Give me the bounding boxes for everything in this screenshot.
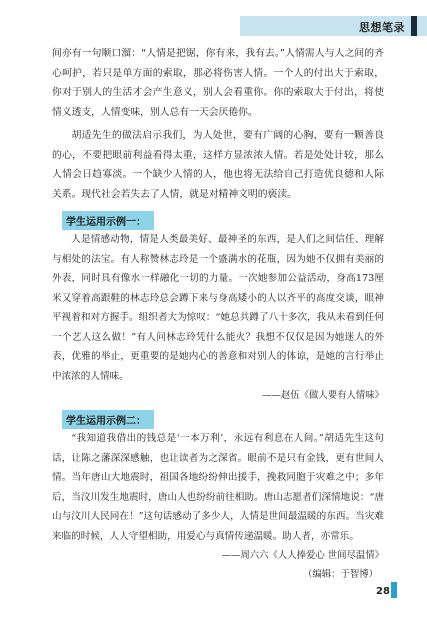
example-1-source: ——赵伍《做人要有人情味》 xyxy=(262,390,384,401)
body-paragraph-2: 胡适先生的做法启示我们，为人处世，要有广阔的心胸，要有一颗善良的心，不要把眼前利益看得太重，这样方显浓浓人情。若是处处计较，那么人情会日趋寡淡。一个缺少人情的人，他也将无法给自己打造优良德和人际关系。现代社会若失去了人情，就是对精神文明的亵渎。 xyxy=(52,130,384,200)
body-paragraph-1: 间亦有一句顺口溜：“人情是把锯，你有来，我有去。”人情需人与人之间的齐心呵护，若只是单方面的索取，那必将伤害人情。一个人的付出大于索取，你对于别人的生活才会产生意义，别人会看重你。你的索取大于付出，将使情义透支，人情变味，别人总有一天会厌倦你。 xyxy=(52,48,384,118)
page-body xyxy=(52,40,384,584)
example-1-label: 学生运用示例一： xyxy=(62,211,154,230)
header-accent-bar xyxy=(411,16,417,36)
example-2-text: “我知道我借出的钱总是‘一本万利’，永远有利息在人间。”胡适先生这句话，让陈之藩深深感触，也让读者为之深省。眼前不是只有金钱，更有世间人情。当年唐山大地震时，祖国各地纷纷伸出援手，挽救同胞于灾难之中；多年后，当汶川发生地震时，唐山人也纷纷前往相助。唐山志愿者们深情地说：“唐山与汶川人民同在！”这句话感动了多少人，人情是世间最温暖的东西。当灾难来临的时候，人人守望相助，用爱心与真情传递温暖。助人者，亦常乐。 xyxy=(52,433,384,542)
page-number-bar xyxy=(391,582,397,598)
section-title: 思想笔录 xyxy=(359,21,405,34)
example-2-label: 学生运用示例二： xyxy=(62,410,154,429)
editor-credit: （编辑：于智博） xyxy=(302,569,378,580)
example-1-text: 人是情感动物，情是人类最美好、最神圣的东西，是人们之间信任、理解与相处的法宝。有人称赞林志玲是一个盛满水的花瓶，因为她不仅拥有美丽的外表，同时具有像水一样融化一切的力量。一次她参加公益活动，身高173厘米又穿着高跟鞋的林志玲总会蹲下来与身高矮小的人以齐平的高度交谈，眼神平视着和对方握手。组织者大为惊叹：“她总共蹲了八十多次，我从未看到任何一个艺人这么做！”有人问林志玲凭什么能火？我想不仅仅是因为她迷人的外表，优雅的举止，更重要的是她内心的善意和对别人的体谅，是她的言行举止中浓浓的人情味。 xyxy=(52,234,384,382)
example-1-label-row xyxy=(52,210,384,228)
example-2-label-row xyxy=(52,409,384,427)
example-2-source: ——周六六《人人捧爱心 世间尽温情》 xyxy=(221,550,384,561)
page-number: 28 xyxy=(376,586,390,597)
